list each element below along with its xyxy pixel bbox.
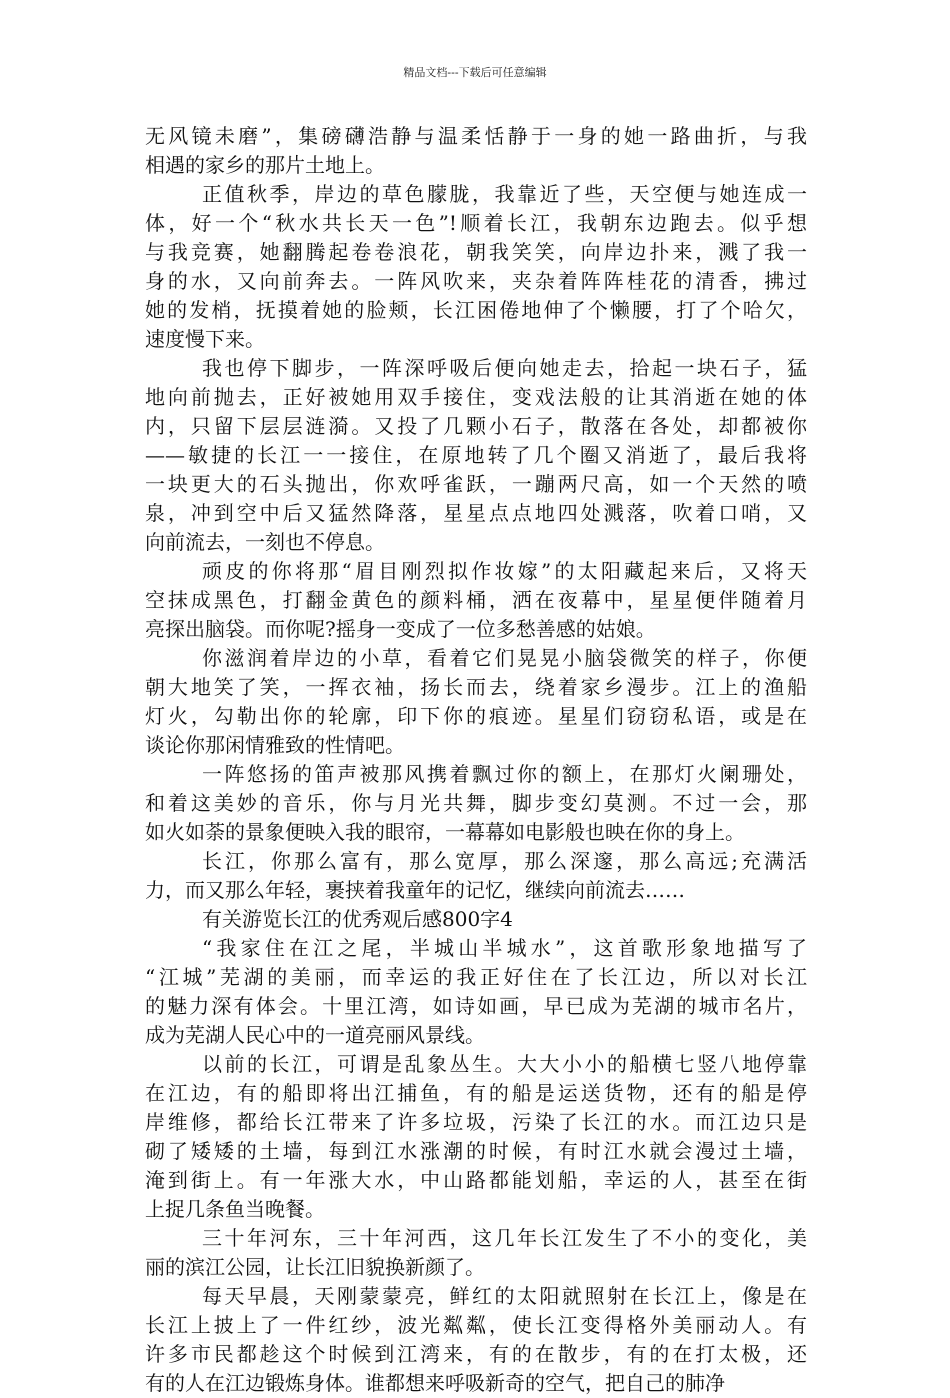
page-header: 精品文档---下载后可任意编辑	[403, 66, 547, 79]
text-line: 内，只留下层层涟漪。又投了几颗小石子，散落在各处，却都被你	[145, 414, 807, 438]
text-line: 长江上披上了一件红纱，波光粼粼，使长江变得格外美丽动人。有	[145, 1313, 807, 1337]
text-line: 地向前抛去，正好被她用双手接住，变戏法般的让其消逝在她的体	[145, 385, 807, 409]
paragraph	[145, 905, 807, 934]
text-line: 泉，冲到空中后又猛然降落，星星点点地四处溅落，吹着口哨，又	[145, 501, 807, 525]
text-line: “我家住在江之尾，半城山半城水”，这首歌形象地描写了	[202, 936, 807, 960]
text-line: 无风镜未磨”，集磅礴浩静与温柔恬静于一身的她一路曲折，与我	[145, 124, 807, 148]
text-line: 体，好一个“秋水共长天一色”!顺着长江，我朝东边跑去。似乎想	[145, 211, 807, 235]
paragraph	[145, 557, 807, 644]
text-line: 速度慢下来。	[145, 327, 265, 351]
text-line: 她的发梢，抚摸着她的脸颊，长江困倦地伸了个懒腰，打了个哈欠，	[145, 298, 807, 322]
paragraph	[145, 354, 807, 557]
text-line: 一阵悠扬的笛声被那风携着飘过你的额上，在那灯火阑珊处，	[202, 762, 807, 786]
text-line: 正值秋季，岸边的草色朦胧，我靠近了些，天空便与她连成一	[202, 182, 807, 206]
text-line: 我也停下脚步，一阵深呼吸后便向她走去，拾起一块石子，猛	[202, 356, 807, 380]
text-line: 空抹成黑色，打翻金黄色的颜料桶，洒在夜幕中，星星便伴随着月	[145, 588, 807, 612]
text-line: 长江，你那么富有，那么宽厚，那么深邃，那么高远;充满活	[202, 849, 807, 873]
text-line: “江城”芜湖的美丽，而幸运的我正好住在了长江边，所以对长江	[145, 965, 807, 989]
text-line: 丽的滨江公园，让长江旧貌换新颜了。	[145, 1255, 485, 1279]
document-body	[145, 122, 807, 1398]
text-line: 朝大地笑了笑，一挥衣袖，扬长而去，绕着家乡漫步。江上的渔船	[145, 675, 807, 699]
text-line: 有关游览长江的优秀观后感800字4	[202, 907, 513, 931]
paragraph	[145, 1050, 807, 1224]
text-line: 与我竞赛，她翻腾起卷卷浪花，朝我笑笑，向岸边扑来，溅了我一	[145, 240, 807, 264]
paragraph	[145, 760, 807, 847]
text-line: 以前的长江，可谓是乱象丛生。大大小小的船横七竖八地停靠	[202, 1052, 807, 1076]
paragraph	[145, 847, 807, 905]
text-line: 三十年河东，三十年河西，这几年长江发生了不小的变化，美	[202, 1226, 807, 1250]
text-line: 你滋润着岸边的小草，看着它们晃晃小脑袋微笑的样子，你便	[202, 646, 807, 670]
text-line: 力，而又那么年轻，裹挟着我童年的记忆，继续向前流去……	[145, 878, 685, 902]
text-line: 亮探出脑袋。而你呢?摇身一变成了一位多愁善感的姑娘。	[145, 617, 656, 641]
text-line: 如火如荼的景象便映入我的眼帘，一幕幕如电影般也映在你的身上。	[145, 820, 745, 844]
text-line: 砌了矮矮的土墙，每到江水涨潮的时候，有时江水就会漫过土墙，	[145, 1139, 807, 1163]
text-line: 一块更大的石头抛出，你欢呼雀跃，一蹦两尺高，如一个天然的喷	[145, 472, 807, 496]
paragraph	[145, 1224, 807, 1282]
text-line: 在江边，有的船即将出江捕鱼，有的船是运送货物，还有的船是停	[145, 1081, 807, 1105]
text-line: 身的水，又向前奔去。一阵风吹来，夹杂着阵阵桂花的清香，拂过	[145, 269, 807, 293]
text-line: 许多市民都趁这个时候到江湾来，有的在散步，有的在打太极，还	[145, 1342, 807, 1366]
text-line: 谈论你那闲情雅致的性情吧。	[145, 733, 405, 757]
paragraph	[145, 180, 807, 354]
text-line: 相遇的家乡的那片土地上。	[145, 153, 385, 177]
text-line: 淹到街上。有一年涨大水，中山路都能划船，幸运的人，甚至在街	[145, 1168, 807, 1192]
text-line: 灯火，勾勒出你的轮廓，印下你的痕迹。星星们窃窃私语，或是在	[145, 704, 807, 728]
text-line: 上捉几条鱼当晚餐。	[145, 1197, 325, 1221]
text-line: 的魅力深有体会。十里江湾，如诗如画，早已成为芜湖的城市名片，	[145, 994, 807, 1018]
text-line: ——敏捷的长江一一接住，在原地转了几个圈又消逝了，最后我将	[145, 443, 807, 467]
text-line: 和着这美妙的音乐，你与月光共舞，脚步变幻莫测。不过一会，那	[145, 791, 807, 815]
paragraph	[145, 644, 807, 760]
text-line: 顽皮的你将那“眉目刚烈拟作妆嫁”的太阳藏起来后，又将天	[202, 559, 807, 583]
paragraph	[145, 1282, 807, 1398]
text-line: 向前流去，一刻也不停息。	[145, 530, 385, 554]
paragraph	[145, 122, 807, 180]
text-line: 每天早晨，天刚蒙蒙亮，鲜红的太阳就照射在长江上，像是在	[202, 1284, 807, 1308]
paragraph	[145, 934, 807, 1050]
text-line: 有的人在江边锻炼身体。谁都想来呼吸新奇的空气，把自己的肺净	[145, 1371, 725, 1395]
text-line: 岸维修，都给长江带来了许多垃圾，污染了长江的水。而江边只是	[145, 1110, 807, 1134]
text-line: 成为芜湖人民心中的一道亮丽风景线。	[145, 1023, 485, 1047]
